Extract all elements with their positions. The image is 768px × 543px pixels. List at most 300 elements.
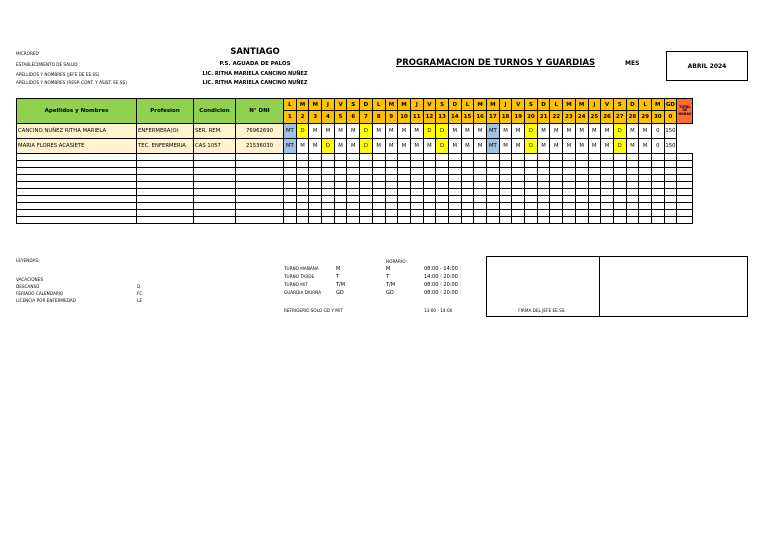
empty-cell [236,154,284,161]
empty-cell [372,182,385,189]
empty-cell [626,182,639,189]
empty-cell [461,154,474,161]
empty-cell [512,175,525,182]
empty-cell [537,217,550,224]
shift-cell: M [474,124,487,139]
horario-title: HORARIO: [386,259,407,264]
empty-cell [525,210,538,217]
horario-code: T [386,274,390,280]
shift-cell: M [296,139,309,154]
employee-profesion: ENFERMERA(O) [137,124,194,139]
empty-cell [334,217,347,224]
shift-cell: D [613,124,626,139]
shift-cell: M [347,139,360,154]
jefe-value: LIC. RITHA MARIELA CANCINO NUÑEZ [202,71,308,77]
shift-cell: D [613,139,626,154]
empty-cell [194,161,236,168]
empty-cell [17,203,137,210]
shift-cell: M [309,139,322,154]
empty-cell [334,189,347,196]
empty-cell [360,210,373,217]
turno-label: GUARDIA DIURNA [284,290,322,295]
empty-row [17,203,693,210]
empty-cell [525,189,538,196]
empty-cell [537,154,550,161]
day-header: 22 [550,111,563,124]
empty-cell [296,196,309,203]
weekday-header: L [639,99,652,111]
empty-cell [487,168,500,175]
day-header: 4 [322,111,335,124]
empty-cell [410,217,423,224]
empty-cell [512,161,525,168]
empty-cell [563,217,576,224]
weekday-header: M [385,99,398,111]
empty-cell [550,154,563,161]
empty-cell [461,175,474,182]
shift-cell: M [575,124,588,139]
empty-row [17,196,693,203]
empty-cell [487,210,500,217]
weekday-header: V [423,99,436,111]
shift-cell: M [322,124,335,139]
empty-cell [626,217,639,224]
empty-cell [474,189,487,196]
empty-cell [537,189,550,196]
empty-cell [236,203,284,210]
empty-cell [639,189,652,196]
employee-name: CANCINO NUÑEZ RITHA MARIELA [17,124,137,139]
day-header: 30 [651,111,664,124]
empty-cell [17,182,137,189]
weekday-header: L [461,99,474,111]
empty-cell [137,217,194,224]
shift-cell: D [360,124,373,139]
empty-cell [525,217,538,224]
empty-cell [347,161,360,168]
empty-cell [385,203,398,210]
legend-label: FERIADO CALENDARIO [16,291,64,296]
empty-cell [613,217,626,224]
empty-cell [525,154,538,161]
empty-cell [436,154,449,161]
empty-cell [360,203,373,210]
empty-cell [347,182,360,189]
empty-cell [423,168,436,175]
day-header: 15 [461,111,474,124]
empty-cell [398,210,411,217]
empty-cell [563,203,576,210]
empty-cell [284,168,297,175]
day-header: 2 [296,111,309,124]
shift-cell: M [601,124,614,139]
header-condicion: Condicion [194,99,236,124]
empty-cell [347,175,360,182]
empty-cell [626,210,639,217]
empty-cell [563,161,576,168]
shift-cell: M [512,124,525,139]
empty-cell [137,210,194,217]
empty-cell [309,168,322,175]
empty-cell [322,217,335,224]
empty-cell [537,161,550,168]
day-header: 8 [372,111,385,124]
empty-cell [613,154,626,161]
empty-cell [588,161,601,168]
empty-cell [284,161,297,168]
empty-cell [410,203,423,210]
empty-row [17,182,693,189]
empty-cell [677,217,693,224]
employee-condicion: SER. REM. [194,124,236,139]
empty-cell [563,196,576,203]
legend-label: VACACIONES [16,277,43,282]
empty-cell [284,154,297,161]
shift-cell: M [398,124,411,139]
weekday-header: D [360,99,373,111]
empty-cell [334,161,347,168]
label-microred: MICRORED [16,51,39,56]
empty-cell [550,161,563,168]
empty-cell [461,210,474,217]
empty-cell [334,168,347,175]
empty-cell [461,161,474,168]
empty-cell [423,210,436,217]
empty-cell [284,210,297,217]
shift-cell: M [334,124,347,139]
day-header: 29 [639,111,652,124]
shift-cell: M [550,139,563,154]
extra-box [599,256,748,317]
empty-cell [499,182,512,189]
empty-cell [398,154,411,161]
empty-cell [461,189,474,196]
shift-cell: MT [284,124,297,139]
weekday-header: M [296,99,309,111]
empty-cell [360,189,373,196]
empty-cell [487,182,500,189]
turno-label: TURNO MAÑANA [284,266,319,271]
horario-time: 14:00 - 20:00 [424,274,458,280]
weekday-header: S [347,99,360,111]
day-header: 19 [512,111,525,124]
day-header: 28 [626,111,639,124]
horario-code: M [386,266,391,272]
empty-cell [385,161,398,168]
empty-cell [601,189,614,196]
shift-cell: M [626,124,639,139]
empty-cell [398,203,411,210]
empty-cell [474,196,487,203]
empty-row [17,154,693,161]
empty-cell [322,182,335,189]
shift-cell: M [537,139,550,154]
empty-cell [334,154,347,161]
empty-cell [423,182,436,189]
empty-cell [588,182,601,189]
empty-cell [601,217,614,224]
legend-code: FC [137,291,143,296]
weekday-header: S [525,99,538,111]
empty-cell [360,175,373,182]
total-cell: 150 [664,124,677,139]
empty-cell [360,182,373,189]
turno-code: T [336,274,340,280]
weekday-header: J [410,99,423,111]
empty-cell [423,175,436,182]
empty-cell [651,196,664,203]
turno-code: GD [336,290,344,296]
empty-cell [512,168,525,175]
weekday-header: M [487,99,500,111]
empty-cell [588,154,601,161]
shift-cell: M [385,139,398,154]
empty-cell [194,217,236,224]
empty-cell [499,196,512,203]
empty-cell [639,210,652,217]
empty-cell [461,196,474,203]
empty-cell [525,168,538,175]
empty-cell [499,154,512,161]
day-header: 0 [664,111,677,124]
shift-cell: M [575,139,588,154]
empty-cell [17,175,137,182]
empty-cell [448,203,461,210]
shift-cell: M [423,139,436,154]
empty-cell [588,196,601,203]
empty-cell [626,196,639,203]
empty-cell [360,217,373,224]
empty-cell [372,203,385,210]
weekday-header: D [537,99,550,111]
empty-cell [499,203,512,210]
shift-cell: MT [284,139,297,154]
empty-cell [410,175,423,182]
empty-cell [194,175,236,182]
weekday-header: M [309,99,322,111]
empty-cell [372,210,385,217]
refrigerio-label: REFRIGERIO SOLO GD Y M/T [284,308,343,313]
empty-cell [626,189,639,196]
empty-cell [309,217,322,224]
empty-cell [651,217,664,224]
shift-cell: M [550,124,563,139]
empty-cell [436,168,449,175]
empty-cell [575,203,588,210]
empty-cell [347,196,360,203]
empty-cell [347,189,360,196]
horario-time: 08:00 - 14:00 [424,266,458,272]
empty-cell [137,196,194,203]
shift-cell: D [296,124,309,139]
weekday-header: S [613,99,626,111]
empty-cell [651,161,664,168]
empty-cell [677,189,693,196]
empty-cell [436,217,449,224]
empty-cell [423,189,436,196]
empty-cell [677,175,693,182]
empty-cell [347,217,360,224]
empty-cell [639,175,652,182]
empty-cell [664,210,677,217]
empty-cell [410,161,423,168]
empty-cell [588,217,601,224]
empty-cell [474,154,487,161]
empty-cell [284,182,297,189]
empty-cell [651,182,664,189]
empty-cell [474,210,487,217]
empty-cell [448,175,461,182]
weekday-header: D [626,99,639,111]
shift-cell: M [410,139,423,154]
empty-cell [398,196,411,203]
empty-cell [322,189,335,196]
empty-cell [639,217,652,224]
empty-cell [322,203,335,210]
header-total: TOTAL DE HORAS [677,99,693,124]
mes-value: ABRIL 2024 [666,51,748,81]
horario-code: GD [386,290,394,296]
empty-cell [664,154,677,161]
empty-cell [461,217,474,224]
empty-cell [613,203,626,210]
empty-cell [296,175,309,182]
empty-cell [296,217,309,224]
empty-cell [309,161,322,168]
weekday-header: V [512,99,525,111]
employee-condicion: CAS 1057 [194,139,236,154]
empty-cell [236,217,284,224]
empty-cell [487,203,500,210]
shift-cell: M [385,124,398,139]
empty-cell [487,154,500,161]
empty-cell [639,154,652,161]
empty-row [17,175,693,182]
empty-cell [588,203,601,210]
empty-cell [296,210,309,217]
empty-cell [499,210,512,217]
empty-cell [309,196,322,203]
shift-cell: M [410,124,423,139]
empty-cell [448,182,461,189]
empty-cell [296,203,309,210]
empty-cell [601,203,614,210]
empty-cell [626,154,639,161]
empty-cell [436,196,449,203]
empty-cell [309,175,322,182]
empty-cell [322,196,335,203]
empty-cell [137,168,194,175]
day-header: 3 [309,111,322,124]
shift-cell: M [398,139,411,154]
day-header: 1 [284,111,297,124]
empty-cell [347,210,360,217]
empty-cell [137,175,194,182]
empty-cell [677,154,693,161]
shift-cell: M [499,139,512,154]
empty-cell [639,182,652,189]
empty-cell [385,182,398,189]
empty-cell [322,210,335,217]
empty-cell [512,203,525,210]
empty-cell [601,196,614,203]
empty-cell [563,175,576,182]
empty-cell [588,168,601,175]
empty-cell [601,182,614,189]
empty-cell [537,210,550,217]
empty-cell [461,203,474,210]
empty-cell [664,168,677,175]
empty-cell [372,175,385,182]
weekday-header: GD [664,99,677,111]
empty-row [17,189,693,196]
empty-cell [613,161,626,168]
turno-code: T/M [336,282,346,288]
gd-cell: 0 [651,139,664,154]
empty-cell [664,161,677,168]
empty-cell [575,189,588,196]
shift-cell: M [372,124,385,139]
empty-cell [677,210,693,217]
empty-cell [512,189,525,196]
legend-code: D [137,284,141,289]
shift-cell: M [334,139,347,154]
empty-cell [17,161,137,168]
empty-cell [499,217,512,224]
employee-dni: 21536030 [236,139,284,154]
label-jefe: APELLIDOS Y NOMBRES (JEFE DE EE.SS) [16,72,100,77]
empty-cell [651,203,664,210]
empty-cell [664,203,677,210]
empty-cell [550,210,563,217]
empty-cell [296,154,309,161]
day-header: 17 [487,111,500,124]
empty-cell [563,210,576,217]
weekday-header: V [334,99,347,111]
shift-cell: M [448,124,461,139]
empty-cell [360,154,373,161]
empty-cell [512,210,525,217]
empty-cell [423,161,436,168]
empty-cell [137,189,194,196]
employee-dni: 76962690 [236,124,284,139]
empty-cell [360,196,373,203]
empty-cell [284,189,297,196]
empty-cell [385,168,398,175]
empty-cell [385,196,398,203]
header-name: Apellidos y Nombres [17,99,137,124]
empty-cell [236,210,284,217]
gd-cell: 0 [651,124,664,139]
empty-cell [474,182,487,189]
empty-cell [423,203,436,210]
empty-cell [423,217,436,224]
empty-cell [563,182,576,189]
empty-cell [448,217,461,224]
legend-code: LE [137,298,142,303]
empty-cell [334,182,347,189]
empty-cell [474,161,487,168]
empty-cell [487,161,500,168]
empty-cell [664,175,677,182]
empty-cell [474,217,487,224]
empty-cell [284,196,297,203]
day-header: 12 [423,111,436,124]
empty-cell [639,196,652,203]
empty-cell [474,203,487,210]
empty-cell [525,182,538,189]
employee-name: MARIA FLORES ACASIETE [17,139,137,154]
